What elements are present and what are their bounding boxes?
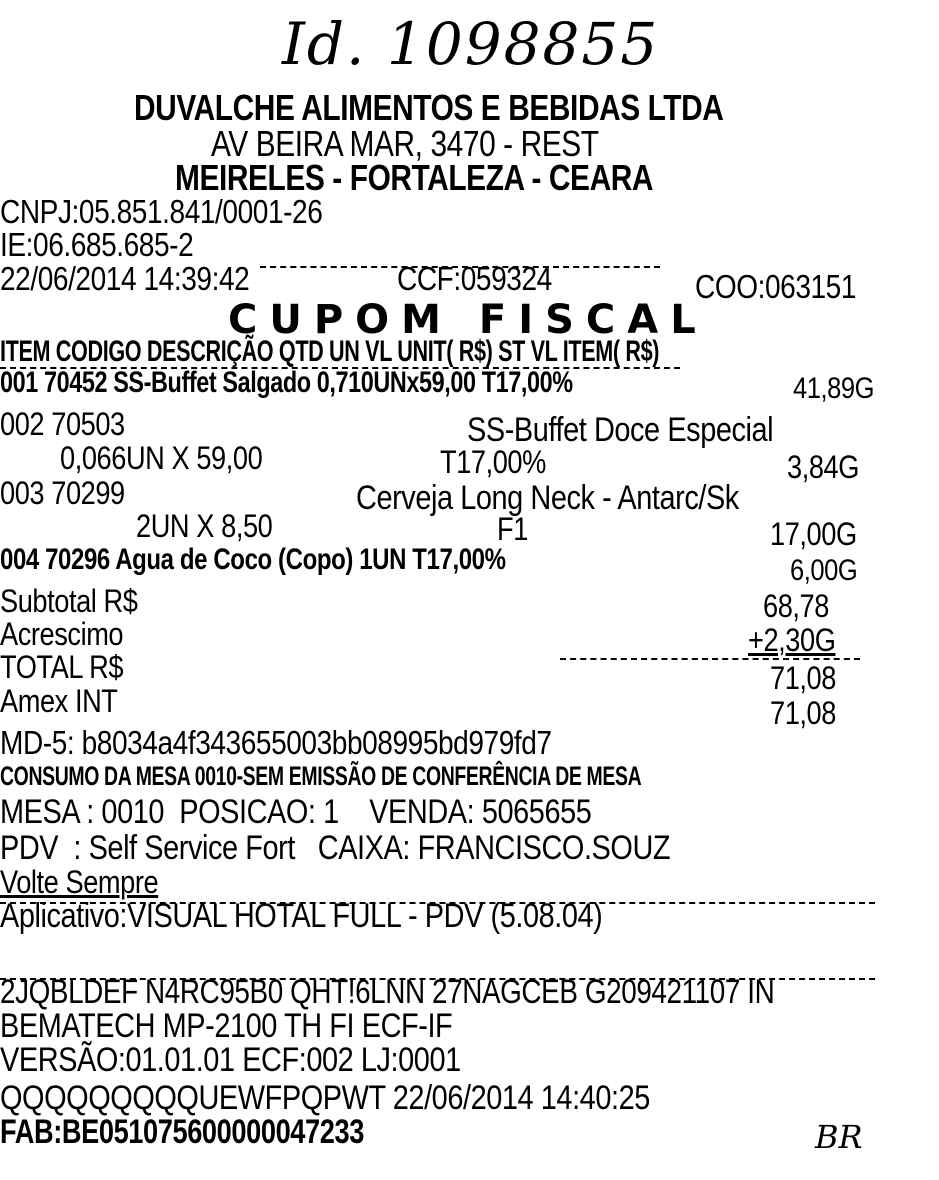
payment-label: Amex INT [0,683,118,719]
item-2-tax: T17,00% [440,444,546,480]
item-1-line: 001 70452 SS-Buffet Salgado 0,710UNx59,00 T17,00% [0,366,573,399]
acrescimo-value: +2,30G [748,622,836,658]
handwritten-initials: BR [815,1118,863,1156]
md5-hash: MD-5: b8034a4f343655003bb08995bd979fd7 [0,724,552,761]
item-2-qty: 0,066UN X 59,00 [60,440,263,476]
item-3-code: 003 70299 [0,475,125,511]
consumo-notice: CONSUMO DA MESA 0010-SEM EMISSÃO DE CONFERÊNCIA DE MESA [0,761,642,791]
receipt-datetime: 22/06/2014 14:39:42 [0,260,250,297]
footer-code-line: 2JQBLDEF N4RC95B0 QHT!6LNN 27NAGCEB G209421107 IN [0,973,775,1011]
company-name: DUVALCHE ALIMENTOS E BEBIDAS LTDA [134,87,724,128]
acrescimo-label: Acrescimo [0,616,124,652]
company-city: MEIRELES - FORTALEZA - CEARA [175,157,654,198]
cnpj: CNPJ:05.851.841/0001-26 [0,193,323,230]
ie: IE:06.685.685-2 [0,226,194,263]
subtotal-value: 68,78 [763,588,829,624]
item-2-total: 3,84G [787,449,859,485]
total-label: TOTAL R$ [0,649,124,685]
item-3-tax: F1 [497,511,528,547]
payment-value: 71,08 [770,695,836,731]
pdv-line: PDV : Self Service Fort CAIXA: FRANCISCO.SOUZ [0,829,671,867]
total-value: 71,08 [770,660,836,696]
item-1-total: 41,89G [793,372,875,405]
receipt-title: CUPOM FISCAL [228,297,708,343]
columns-header: ITEM CODIGO DESCRIÇÃO QTD UN VL UNIT( R$) ST VL ITEM( R$) [0,335,660,368]
subtotal-label: Subtotal R$ [0,583,138,619]
item-4-total: 6,00G [790,554,858,587]
fab-number: FAB:BE051075600000047233 [0,1113,364,1151]
coo-number: COO:063151 [695,268,857,305]
handwritten-id: Id. 1098855 [282,10,660,78]
thanks-message: Volte Sempre [0,864,159,900]
item-3-total: 17,00G [770,516,857,552]
software-version: VERSÃO:01.01.01 ECF:002 LJ:0001 [0,1041,461,1079]
ccf-number: CCF:059324 [397,260,552,297]
printer-model: BEMATECH MP-2100 TH FI ECF-IF [0,1007,453,1045]
mesa-line: MESA : 0010 POSICAO: 1 VENDA: 5065655 [0,793,592,831]
application-info: Aplicativo:VISUAL HOTAL FULL - PDV (5.08.04) [0,897,603,935]
item-2-code: 002 70503 [0,406,125,442]
footer-stamp: QQQQQQQQQUEWFPQPWT 22/06/2014 14:40:25 [0,1079,650,1117]
item-4-line: 004 70296 Agua de Coco (Copo) 1UN T17,00% [0,543,506,576]
company-address: AV BEIRA MAR, 3470 - REST [211,123,599,164]
item-3-qty: 2UN X 8,50 [136,508,273,544]
item-3-description: Cerveja Long Neck - Antarc/Sk [356,479,739,517]
item-2-description: SS-Buffet Doce Especial [467,411,774,449]
